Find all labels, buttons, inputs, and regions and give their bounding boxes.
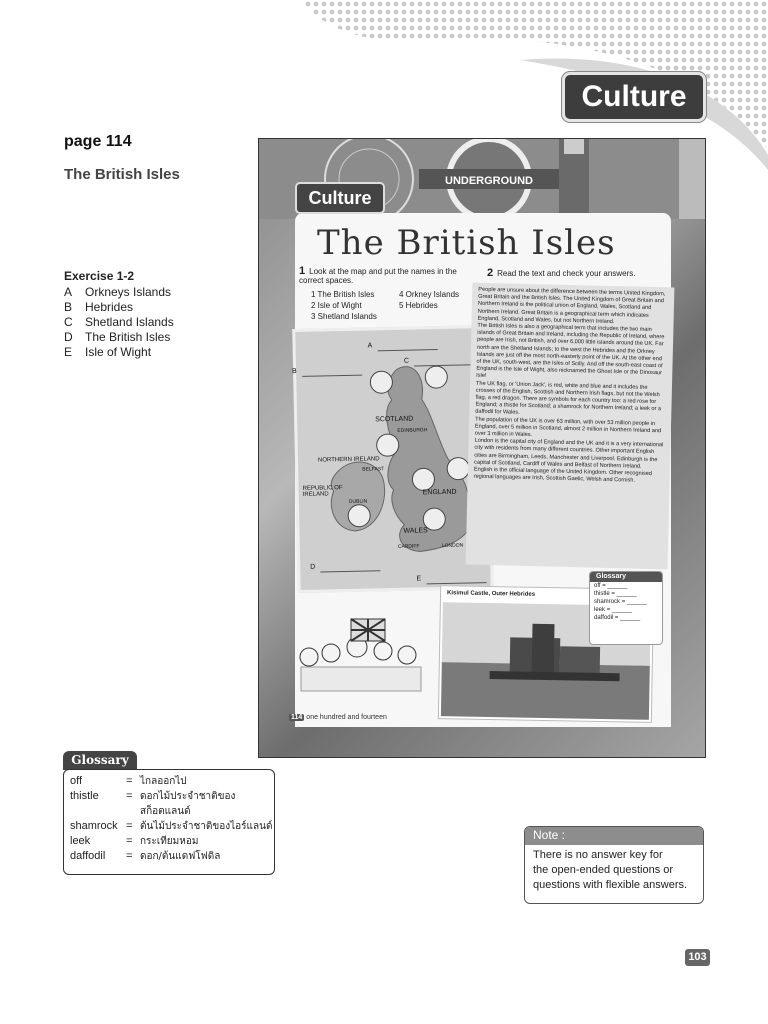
glossary-row: shamrock = ต้นไม้ประจำชาติของไอร์แลนด์ (70, 820, 273, 832)
question-number: 2 (487, 267, 494, 279)
map-place-northern-ireland: NORTHERN IRELAND (317, 456, 380, 464)
answer-row (64, 285, 174, 300)
book-glossary-row: leek = ______ (594, 607, 632, 613)
answer-row (64, 300, 174, 315)
cartoon-children-illustration (295, 617, 435, 693)
exercise-answers (64, 269, 174, 360)
option: 5 Hebrides (399, 301, 438, 310)
glossary-row: thistle = ดอกไม้ประจำชาติของ (70, 790, 236, 802)
glossary-box (63, 769, 275, 875)
question-text: Read the text and check your answers. (497, 269, 636, 278)
reading-paragraph: The British Isles is also a geographical term that includes the two main islands of Great Britain and Ireland, including the Republic of Ireland, where people are Irish, not British, and over 6,000 little islands around the UK. Far north are the Shetland Islands; to the west the Hebrides and the Orkney Islands are just off the most north-easterly point of the UK. At the other end of the UK, south-west, are the Isles of Scilly. And off the south-east coast of England is the Isle of Wight, also nicknamed the Ghost Isle or the Dinosaur Isle! (476, 322, 665, 380)
map-letter-a: A (367, 342, 373, 350)
answer-text: Shetland Islands (85, 315, 174, 329)
reading-paragraph: English is the official language of the United Kingdom. Other recognised regional languages are Irish, Scottish Gaelic, Welsh and Cornish. (473, 466, 653, 484)
map-place-scotland: SCOTLAND (375, 415, 414, 424)
glossary-row: leek = กระเทียมหอม (70, 835, 199, 847)
option: 2 Isle of Wight (311, 301, 362, 310)
answer-row (64, 315, 174, 330)
culture-tag: Culture (562, 72, 706, 122)
map-place-wales: WALES (403, 527, 428, 535)
textbook-page-image (258, 138, 706, 758)
glossary-row: daffodil = ดอก/ต้นแดฟโฟดิล (70, 850, 221, 862)
note-text: There is no answer key for the open-ended questions or questions with flexible answers. (533, 849, 688, 891)
answer-letter: C (64, 315, 73, 329)
name-options (311, 289, 479, 322)
option: 1 The British Isles (311, 290, 375, 299)
glossary-row: สก็อตแลนด์ (140, 806, 191, 817)
book-title: The British Isles (317, 223, 616, 263)
answer-letter: D (64, 330, 73, 344)
option: 3 Shetland Islands (311, 312, 377, 321)
photo-caption: Kisimul Castle, Outer Hebrides (446, 590, 536, 598)
option: 4 Orkney Islands (399, 290, 460, 299)
book-glossary-title: Glossary (590, 572, 662, 582)
answer-text: Isle of Wight (85, 345, 152, 359)
answer-row (64, 330, 174, 345)
option (399, 311, 479, 322)
answer-letter: B (64, 300, 73, 314)
glossary-title: Glossary (63, 751, 137, 770)
map-place-cardiff: CARDIFF (397, 543, 420, 550)
exercise-title: Exercise 1-2 (64, 269, 135, 283)
map-place-edinburgh: EDINBURGH (397, 427, 428, 434)
map-letter-c: C (403, 357, 410, 365)
question-text: Look at the map and put the names in the correct spaces. (299, 267, 457, 285)
map-letter-d: D (310, 563, 316, 571)
underground-sign-text: UNDERGROUND (445, 175, 533, 187)
question-number: 1 (299, 265, 306, 277)
note-title: Note : (525, 827, 703, 845)
answer-letter: E (64, 345, 73, 359)
map-letter-b: B (292, 367, 297, 376)
reading-paragraph: People are unsure about the difference between the terms United Kingdom, Great Britain and the British Isles. The United Kingdom of Great Britain and Northern Ireland is the political union of England, Wales, Scotland and Northern Ireland. Great Britain is a geographical term which indicates England, Scotland and Wales, but not Northern Ireland. (477, 286, 666, 325)
map-place-republic-of-ireland: REPUBLIC OF IRELAND (302, 485, 343, 498)
reading-paragraph: London is the capital city of England and the UK and it is a very international city with residents from many different countries. Other important English cities are Birmingham, Leeds, Manchester and Liverpool. Edinburgh is the capital of Scotland, Cardiff of Wales and Belfast of Northern Ireland. (474, 437, 664, 470)
page-reference: page 114 (64, 133, 132, 150)
map-place-england: ENGLAND (422, 488, 457, 497)
reading-paragraph: The UK flag, or 'Union Jack', is red, white and blue and it includes the crosses of the English, Scottish and Northern Irish flags, but not the Welsh flag, a red dragon. There are symbols for each country too: a red rose for England; a thistle for Scotland; a shamrock for Northern Ireland; a leek or a daffodil for Wales. (475, 380, 662, 417)
book-glossary-row: thistle = ______ (594, 591, 637, 597)
answer-text: Orkneys Islands (85, 285, 172, 299)
book-glossary-row: shamrock = ______ (594, 599, 647, 605)
page-number: 103 (685, 949, 710, 966)
map-place-london: LONDON (441, 542, 464, 549)
map-place-dublin: DUBLIN (348, 498, 368, 505)
book-glossary (589, 571, 663, 645)
map-place-belfast: BELFAST (362, 466, 385, 473)
glossary-row: off = ไกลออกไป (70, 775, 187, 787)
book-glossary-row: off = ______ (594, 583, 628, 589)
answer-letter: A (64, 285, 73, 299)
note-box (524, 826, 704, 904)
question-1 (299, 267, 469, 285)
british-isles-map (292, 325, 493, 593)
reading-paragraph: The population of the UK is over 63 million, with over 53 million people in England, over 5 million in Scotland, almost 2 million in Northern Ireland and over 3 million in Wales. (474, 416, 662, 439)
answer-row (64, 345, 174, 360)
book-glossary-row: daffodil = ______ (594, 615, 641, 621)
section-title: The British Isles (64, 166, 180, 183)
reading-text (466, 283, 675, 570)
book-culture-tag: Culture (295, 182, 385, 214)
answer-text: Hebrides (85, 300, 134, 314)
answer-text: The British Isles (85, 330, 171, 344)
book-page-number: 114 one hundred and fourteen (291, 714, 387, 721)
question-2 (487, 267, 635, 279)
map-letter-e: E (416, 575, 422, 583)
